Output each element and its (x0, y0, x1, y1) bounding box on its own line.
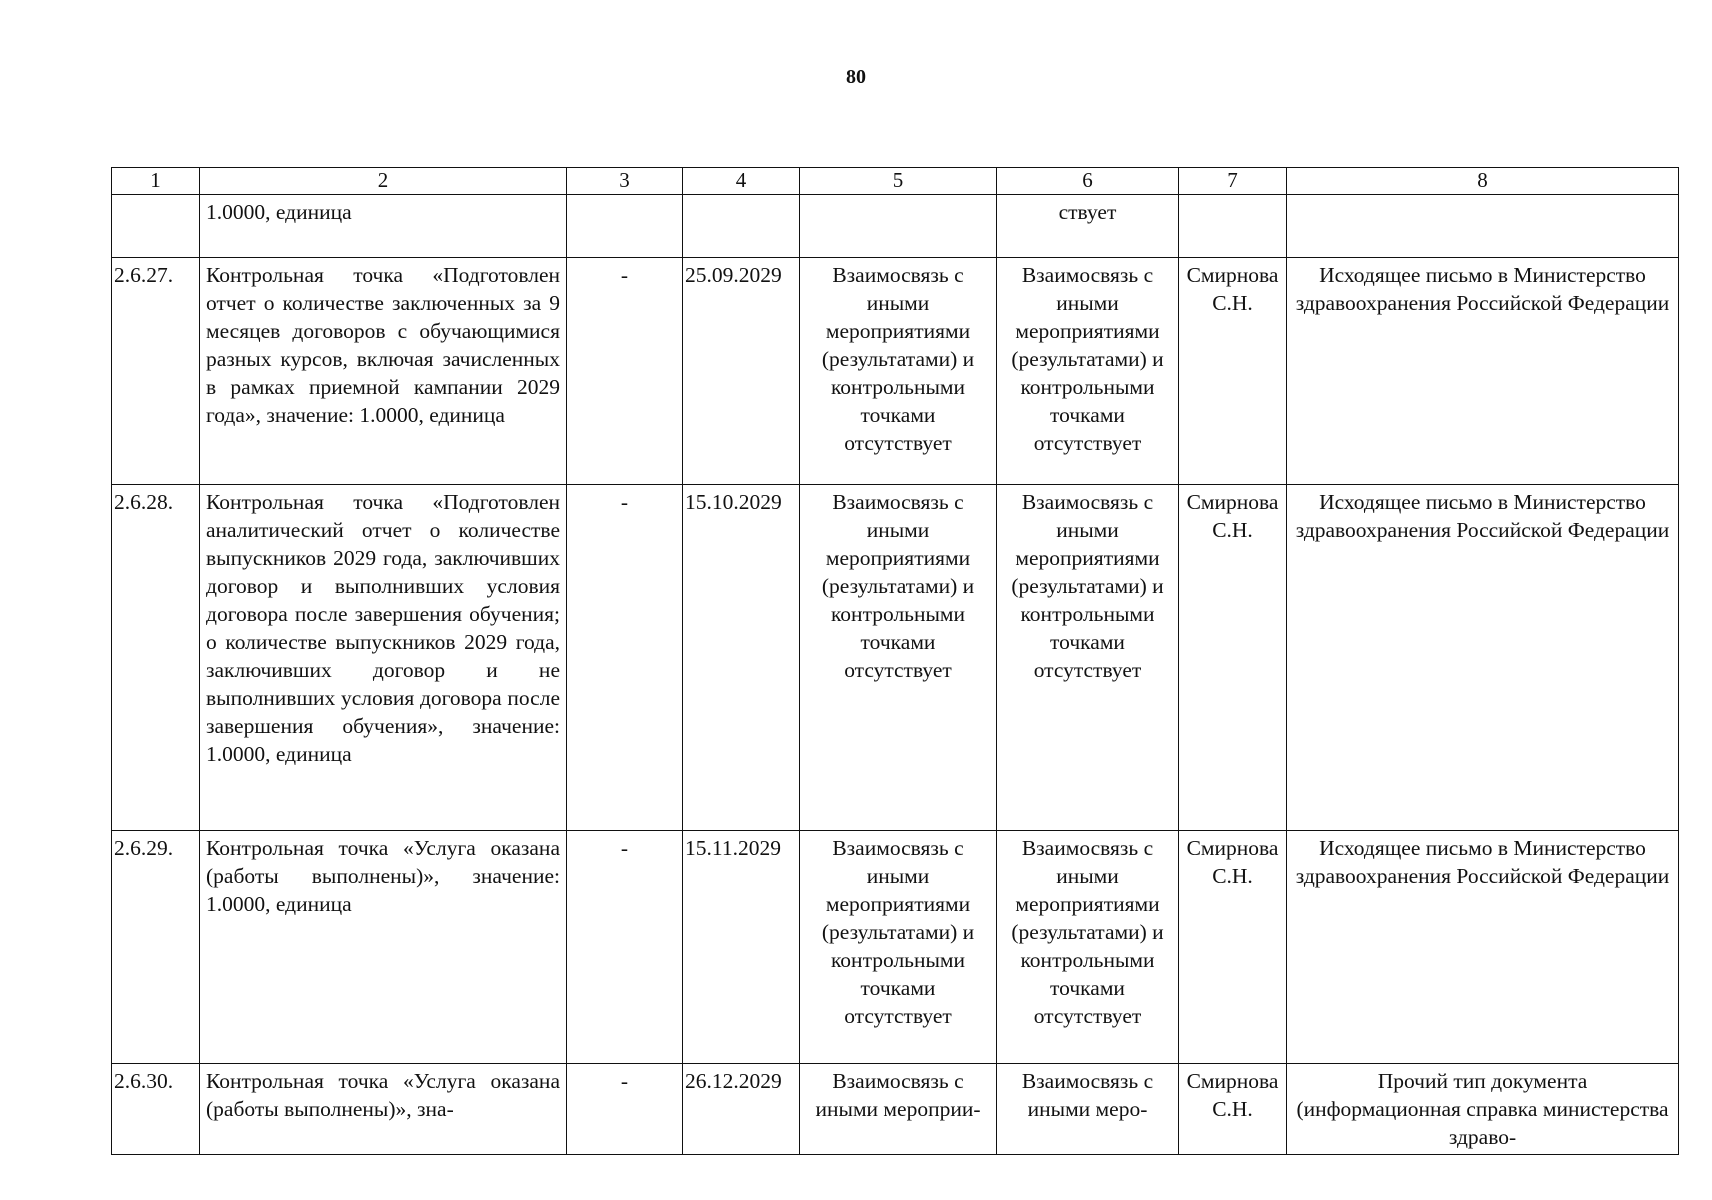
col-header-6: 6 (997, 168, 1179, 195)
row-link-prev (800, 195, 997, 258)
row-base: - (567, 1064, 683, 1155)
table-row (112, 485, 1679, 831)
row-description: Контрольная точка «Услуга оказана (работы выполнены)», зна- (200, 1064, 567, 1155)
row-link-next: Взаимосвязь с иными мероприятиями (результатами) и контрольными точками отсутствует (997, 831, 1179, 1064)
col-header-8: 8 (1287, 168, 1679, 195)
row-description: 1.0000, единица (200, 195, 567, 258)
row-responsible: Смирнова С.Н. (1179, 258, 1287, 485)
row-responsible: Смирнова С.Н. (1179, 831, 1287, 1064)
table-row (112, 195, 1679, 258)
row-number: 2.6.27. (112, 258, 200, 485)
row-document: Прочий тип документа (информационная справка министерства здраво- (1287, 1064, 1679, 1155)
table-row (112, 1064, 1679, 1155)
row-responsible: Смирнова С.Н. (1179, 1064, 1287, 1155)
table-header-row (112, 168, 1679, 195)
col-header-2: 2 (200, 168, 567, 195)
table-row (112, 258, 1679, 485)
row-responsible (1179, 195, 1287, 258)
row-responsible: Смирнова С.Н. (1179, 485, 1287, 831)
page-number: 80 (846, 66, 866, 88)
row-date: 25.09.2029 (683, 258, 800, 485)
table-row (112, 831, 1679, 1064)
row-link-prev: Взаимосвязь с иными мероприятиями (результатами) и контрольными точками отсутствует (800, 258, 997, 485)
col-header-3: 3 (567, 168, 683, 195)
row-base: - (567, 831, 683, 1064)
row-date: 26.12.2029 (683, 1064, 800, 1155)
row-number: 2.6.30. (112, 1064, 200, 1155)
row-link-next: Взаимосвязь с иными мероприятиями (результатами) и контрольными точками отсутствует (997, 258, 1179, 485)
row-base: - (567, 485, 683, 831)
row-description: Контрольная точка «Подготовлен отчет о количестве заключенных за 9 месяцев договоров с обучающимися разных курсов, включая зачисленных в рамках приемной кампании 2029 года», значение: 1.0000, единица (200, 258, 567, 485)
row-document: Исходящее письмо в Министерство здравоохранения Российской Федерации (1287, 485, 1679, 831)
row-link-prev: Взаимосвязь с иными мероприятиями (результатами) и контрольными точками отсутствует (800, 831, 997, 1064)
row-description: Контрольная точка «Подготовлен аналитический отчет о количестве выпускников 2029 года, заключивших договор и выполнивших условия договора после завершения обучения; о количестве выпускников 2029 года, заключивших договор и не выполнивших условия договора после завершения обучения», значение: 1.0000, единица (200, 485, 567, 831)
row-date: 15.10.2029 (683, 485, 800, 831)
row-date: 15.11.2029 (683, 831, 800, 1064)
row-number: 2.6.29. (112, 831, 200, 1064)
row-document (1287, 195, 1679, 258)
row-link-next: Взаимосвязь с иными меро- (997, 1064, 1179, 1155)
col-header-7: 7 (1179, 168, 1287, 195)
row-number: 2.6.28. (112, 485, 200, 831)
col-header-1: 1 (112, 168, 200, 195)
row-number (112, 195, 200, 258)
row-document: Исходящее письмо в Министерство здравоохранения Российской Федерации (1287, 258, 1679, 485)
row-date (683, 195, 800, 258)
row-link-prev: Взаимосвязь с иными мероприятиями (результатами) и контрольными точками отсутствует (800, 485, 997, 831)
row-base (567, 195, 683, 258)
col-header-4: 4 (683, 168, 800, 195)
control-points-table (111, 167, 1679, 1155)
row-link-next: Взаимосвязь с иными мероприятиями (результатами) и контрольными точками отсутствует (997, 485, 1179, 831)
row-document: Исходящее письмо в Министерство здравоохранения Российской Федерации (1287, 831, 1679, 1064)
row-description: Контрольная точка «Услуга оказана (работы выполнены)», значение: 1.0000, единица (200, 831, 567, 1064)
col-header-5: 5 (800, 168, 997, 195)
row-link-next: ствует (997, 195, 1179, 258)
row-base: - (567, 258, 683, 485)
row-link-prev: Взаимосвязь с иными мероприи- (800, 1064, 997, 1155)
